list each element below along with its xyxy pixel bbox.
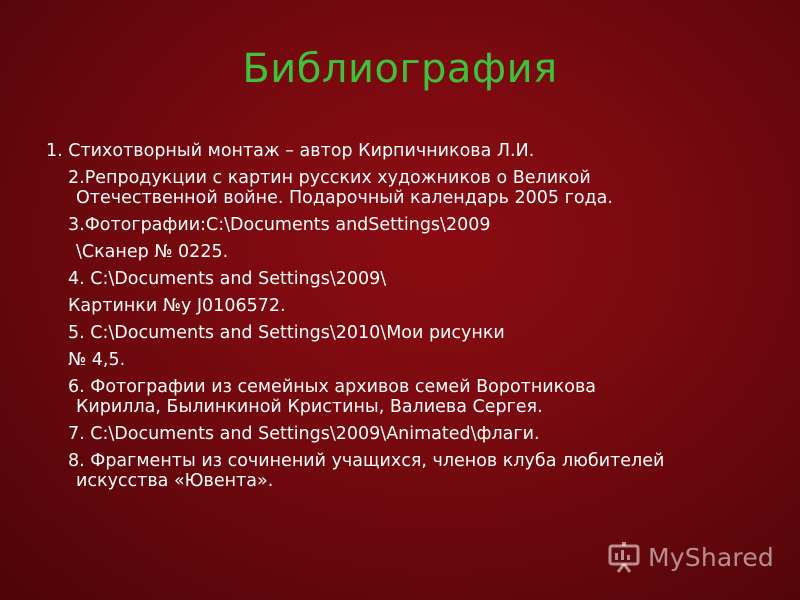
watermark-text: MyShared bbox=[648, 542, 774, 572]
list-item: 5. C:\Documents and Settings\2010\Мои рисунки bbox=[68, 323, 505, 343]
list-item: 1. Стихотворный монтаж – автор Кирпичникова Л.И. bbox=[46, 141, 535, 161]
list-item: 8. Фрагменты из сочинений учащихся, членов клуба любителей bbox=[68, 451, 665, 471]
list-item: 4. C:\Documents and Settings\2009\ bbox=[68, 269, 387, 289]
list-item-continuation: \Сканер № 0225. bbox=[76, 242, 229, 262]
bibliography-list bbox=[46, 141, 766, 491]
presentation-board-icon bbox=[606, 539, 642, 575]
list-item-continuation: Картинки №у J0106572. bbox=[68, 296, 286, 316]
page-title: Библиография bbox=[242, 46, 558, 92]
list-item: 7. C:\Documents and Settings\2009\Animated\флаги. bbox=[68, 424, 540, 444]
list-item-continuation: Кирилла, Былинкиной Кристины, Валиева Сергея. bbox=[76, 397, 543, 417]
list-item-continuation: № 4,5. bbox=[68, 350, 126, 370]
list-item-continuation: искусства «Ювента». bbox=[76, 471, 274, 491]
watermark bbox=[606, 537, 786, 577]
list-item-continuation: Отечественной войне. Подарочный календарь 2005 года. bbox=[76, 188, 613, 208]
list-item: 6. Фотографии из семейных архивов семей Воротникова bbox=[68, 377, 596, 397]
list-item: 3.Фотографии:C:\Documents andSettings\2009 bbox=[68, 215, 491, 235]
list-item: 2.Репродукции с картин русских художников о Великой bbox=[68, 168, 591, 188]
